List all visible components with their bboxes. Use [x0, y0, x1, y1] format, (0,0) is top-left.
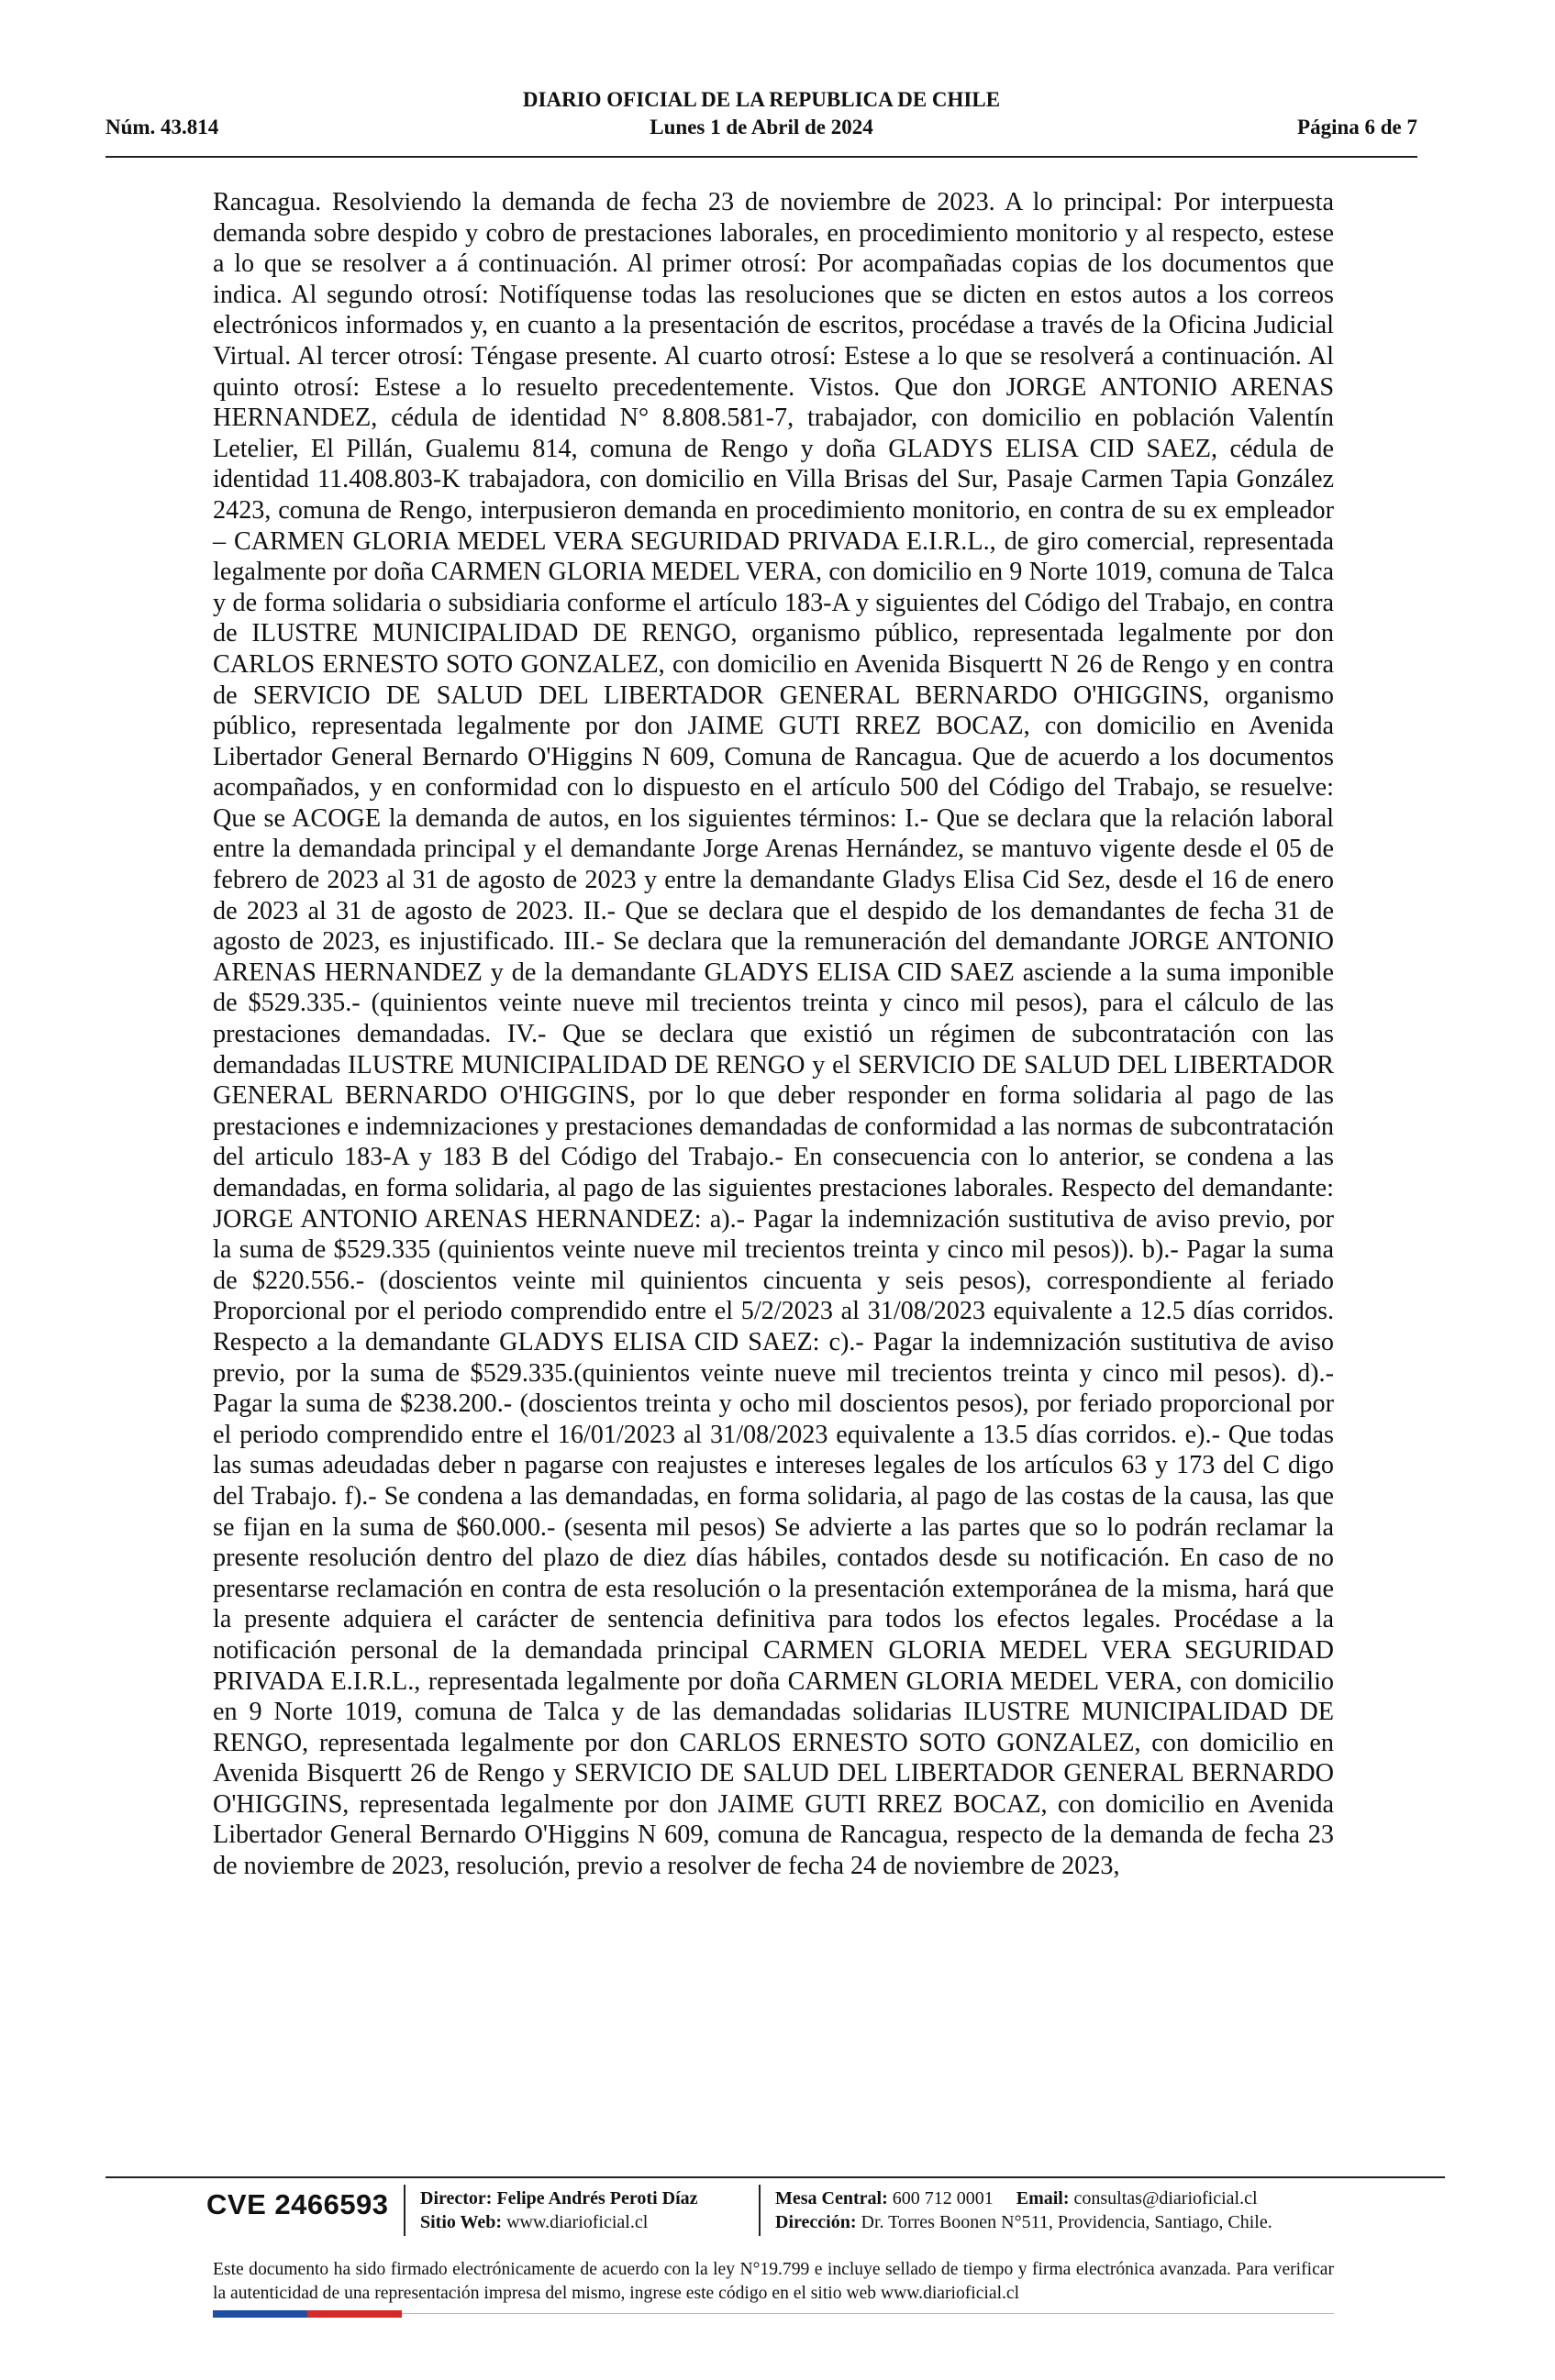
- footer-separator: [759, 2185, 761, 2236]
- phone-label: Mesa Central:: [775, 2188, 888, 2208]
- website-label: Sitio Web:: [420, 2212, 503, 2232]
- issue-date: Lunes 1 de Abril de 2024: [650, 116, 873, 138]
- director-name: Felipe Andrés Peroti Díaz: [496, 2188, 698, 2208]
- cve-code: CVE 2466593: [206, 2188, 389, 2220]
- footer-separator: [404, 2185, 405, 2236]
- publication-title: DIARIO OFICIAL DE LA REPUBLICA DE CHILE: [522, 88, 1001, 111]
- flag-blue-segment: [213, 2310, 307, 2318]
- signature-notice: Este documento ha sido firmado electrónicamente de acuerdo con la ley N°19.799 e incluye sellado de tiempo y firma electrónica avanzada. Para verificar la autenticidad de una representación impresa del mismo, ingrese este código en el sitio web www.diarioficial.cl: [213, 2260, 1334, 2303]
- flag-red-segment: [307, 2310, 402, 2318]
- director-label: Director:: [420, 2188, 493, 2208]
- page-number: Página 6 de 7: [1297, 116, 1417, 138]
- website-link[interactable]: www.diarioficial.cl: [506, 2212, 649, 2232]
- page-header: [106, 88, 1417, 152]
- bottom-divider: [402, 2313, 1334, 2314]
- issue-number: Núm. 43.814: [106, 116, 219, 138]
- footer-contact-block: [775, 2186, 1272, 2234]
- chile-flag-bar: [213, 2310, 402, 2318]
- footer-info: [106, 2181, 1445, 2242]
- header-divider: [106, 156, 1417, 158]
- phone-number: 600 712 0001: [892, 2188, 994, 2208]
- email-label: Email:: [1016, 2188, 1070, 2208]
- address-value: Dr. Torres Boonen N°511, Providencia, Santiago, Chile.: [861, 2212, 1272, 2232]
- address-label: Dirección:: [775, 2212, 857, 2232]
- document-body: Rancagua. Resolviendo la demanda de fecha 23 de noviembre de 2023. A lo principal: Por interpuesta demanda sobre despido y cobro de prestaciones laborales, en procedimiento monitorio y al respecto, estese a lo que se resolver a á continuación. Al primer otrosí: Por acompañadas copias de los documentos que indica. Al segundo otrosí: Notifíquense todas las resoluciones que se dicten en estos autos a los correos electrónicos informados y, en cuanto a la presentación de escritos, procédase a través de la Oficina Judicial Virtual. Al tercer otrosí: Téngase presente. Al cuarto otrosí: Estese a lo que se resolverá a continuación. Al quinto otrosí: Estese a lo resuelto precedentemente. Vistos. Que don JORGE ANTONIO ARENAS HERNANDEZ, cédula de identidad N° 8.808.581-7, trabajador, con domicilio en población Valentín Letelier, El Pillán, Gualemu 814, comuna de Rengo y doña GLADYS ELISA CID SAEZ, cédula de identidad 11.408.803-K trabajadora, con domicilio en Villa Brisas del Sur, Pasaje Carmen Tapia González 2423, comuna de Rengo, interpusieron demanda en procedimiento monitorio, en contra de su ex empleador – CARMEN GLORIA MEDEL VERA SEGURIDAD PRIVADA E.I.R.L., de giro comercial, representada legalmente por doña CARMEN GLORIA MEDEL VERA, con domicilio en 9 Norte 1019, comuna de Talca y de forma solidaria o subsidiaria conforme el artículo 183-A y siguientes del Código del Trabajo, en contra de ILUSTRE MUNICIPALIDAD DE RENGO, organismo público, representada legalmente por don CARLOS ERNESTO SOTO GONZALEZ, con domicilio en Avenida Bisquertt N 26 de Rengo y en contra de SERVICIO DE SALUD DEL LIBERTADOR GENERAL BERNARDO O'HIGGINS, organismo público, representada legalmente por don JAIME GUTI RREZ BOCAZ, con domicilio en Avenida Libertador General Bernardo O'Higgins N 609, Comuna de Rancagua. Que de acuerdo a los documentos acompañados, y en conformidad con lo dispuesto en el artículo 500 del Código del Trabajo, se resuelve: Que se ACOGE la demanda de autos, en los siguientes términos: I.- Que se declara que la relación laboral entre la demandada principal y el demandante Jorge Arenas Hernández, se mantuvo vigente desde el 05 de febrero de 2023 al 31 de agosto de 2023 y entre la demandante Gladys Elisa Cid Sez, desde el 16 de enero de 2023 al 31 de agosto de 2023. II.- Que se declara que el despido de los demandantes de fecha 31 de agosto de 2023, es injustificado. III.- Se declara que la remuneración del demandante JORGE ANTONIO ARENAS HERNANDEZ y de la demandante GLADYS ELISA CID SAEZ asciende a la suma imponible de $529.335.- (quinientos veinte nueve mil trecientos treinta y cinco mil pesos), para el cálculo de las prestaciones demandadas. IV.- Que se declara que existió un régimen de subcontratación con las demandadas ILUSTRE MUNICIPALIDAD DE RENGO y el SERVICIO DE SALUD DEL LIBERTADOR GENERAL BERNARDO O'HIGGINS, por lo que deber responder en forma solidaria al pago de las prestaciones e indemnizaciones y prestaciones demandadas de conformidad a las normas de subcontratación del articulo 183-A y 183 B del Código del Trabajo.- En consecuencia con lo anterior, se condena a las demandadas, en forma solidaria, al pago de las siguientes prestaciones laborales. Respecto del demandante: JORGE ANTONIO ARENAS HERNANDEZ: a).- Pagar la indemnización sustitutiva de aviso previo, por la suma de $529.335 (quinientos veinte nueve mil trecientos treinta y cinco mil pesos)). b).- Pagar la suma de $220.556.- (doscientos veinte mil quinientos cincuenta y seis pesos), correspondiente al feriado Proporcional por el periodo comprendido entre el 5/2/2023 al 31/08/2023 equivalente a 12.5 días corridos. Respecto a la demandante GLADYS ELISA CID SAEZ: c).- Pagar la indemnización sustitutiva de aviso previo, por la suma de $529.335.(quinientos veinte nueve mil trecientos treinta y cinco mil pesos). d).- Pagar la suma de $238.200.- (doscientos treinta y ocho mil doscientos pesos), por feriado proporcional por el periodo comprendido entre el 16/01/2023 al 31/08/2023 equivalente a 13.5 días corridos. e).- Que todas las sumas adeudadas deber n pagarse con reajustes e intereses legales de los artículos 63 y 173 del C digo del Trabajo. f).- Se condena a las demandadas, en forma solidaria, al pago de las costas de la causa, las que se fijan en la suma de $60.000.- (sesenta mil pesos) Se advierte a las partes que so lo podrán reclamar la presente resolución dentro del plazo de diez días hábiles, contados desde su notificación. En caso de no presentarse reclamación en contra de esta resolución o la presentación extemporánea de la misma, hará que la presente adquiera el carácter de sentencia definitiva para todos los efectos legales. Procédase a la notificación personal de la demandada principal CARMEN GLORIA MEDEL VERA SEGURIDAD PRIVADA E.I.R.L., representada legalmente por doña CARMEN GLORIA MEDEL VERA, con domicilio en 9 Norte 1019, comuna de Talca y de las demandadas solidarias ILUSTRE MUNICIPALIDAD DE RENGO, representada legalmente por don CARLOS ERNESTO SOTO GONZALEZ, con domicilio en Avenida Bisquertt 26 de Rengo y SERVICIO DE SALUD DEL LIBERTADOR GENERAL BERNARDO O'HIGGINS, representada legalmente por don JAIME GUTI RREZ BOCAZ, con domicilio en Avenida Libertador General Bernardo O'Higgins N 609, comuna de Rancagua, respecto de la demanda de fecha 23 de noviembre de 2023, resolución, previo a resolver de fecha 24 de noviembre de 2023,: [213, 188, 1334, 1881]
- email-link[interactable]: consultas@diarioficial.cl: [1073, 2188, 1258, 2208]
- footer-director-block: [420, 2186, 698, 2234]
- footer-divider: [106, 2176, 1445, 2178]
